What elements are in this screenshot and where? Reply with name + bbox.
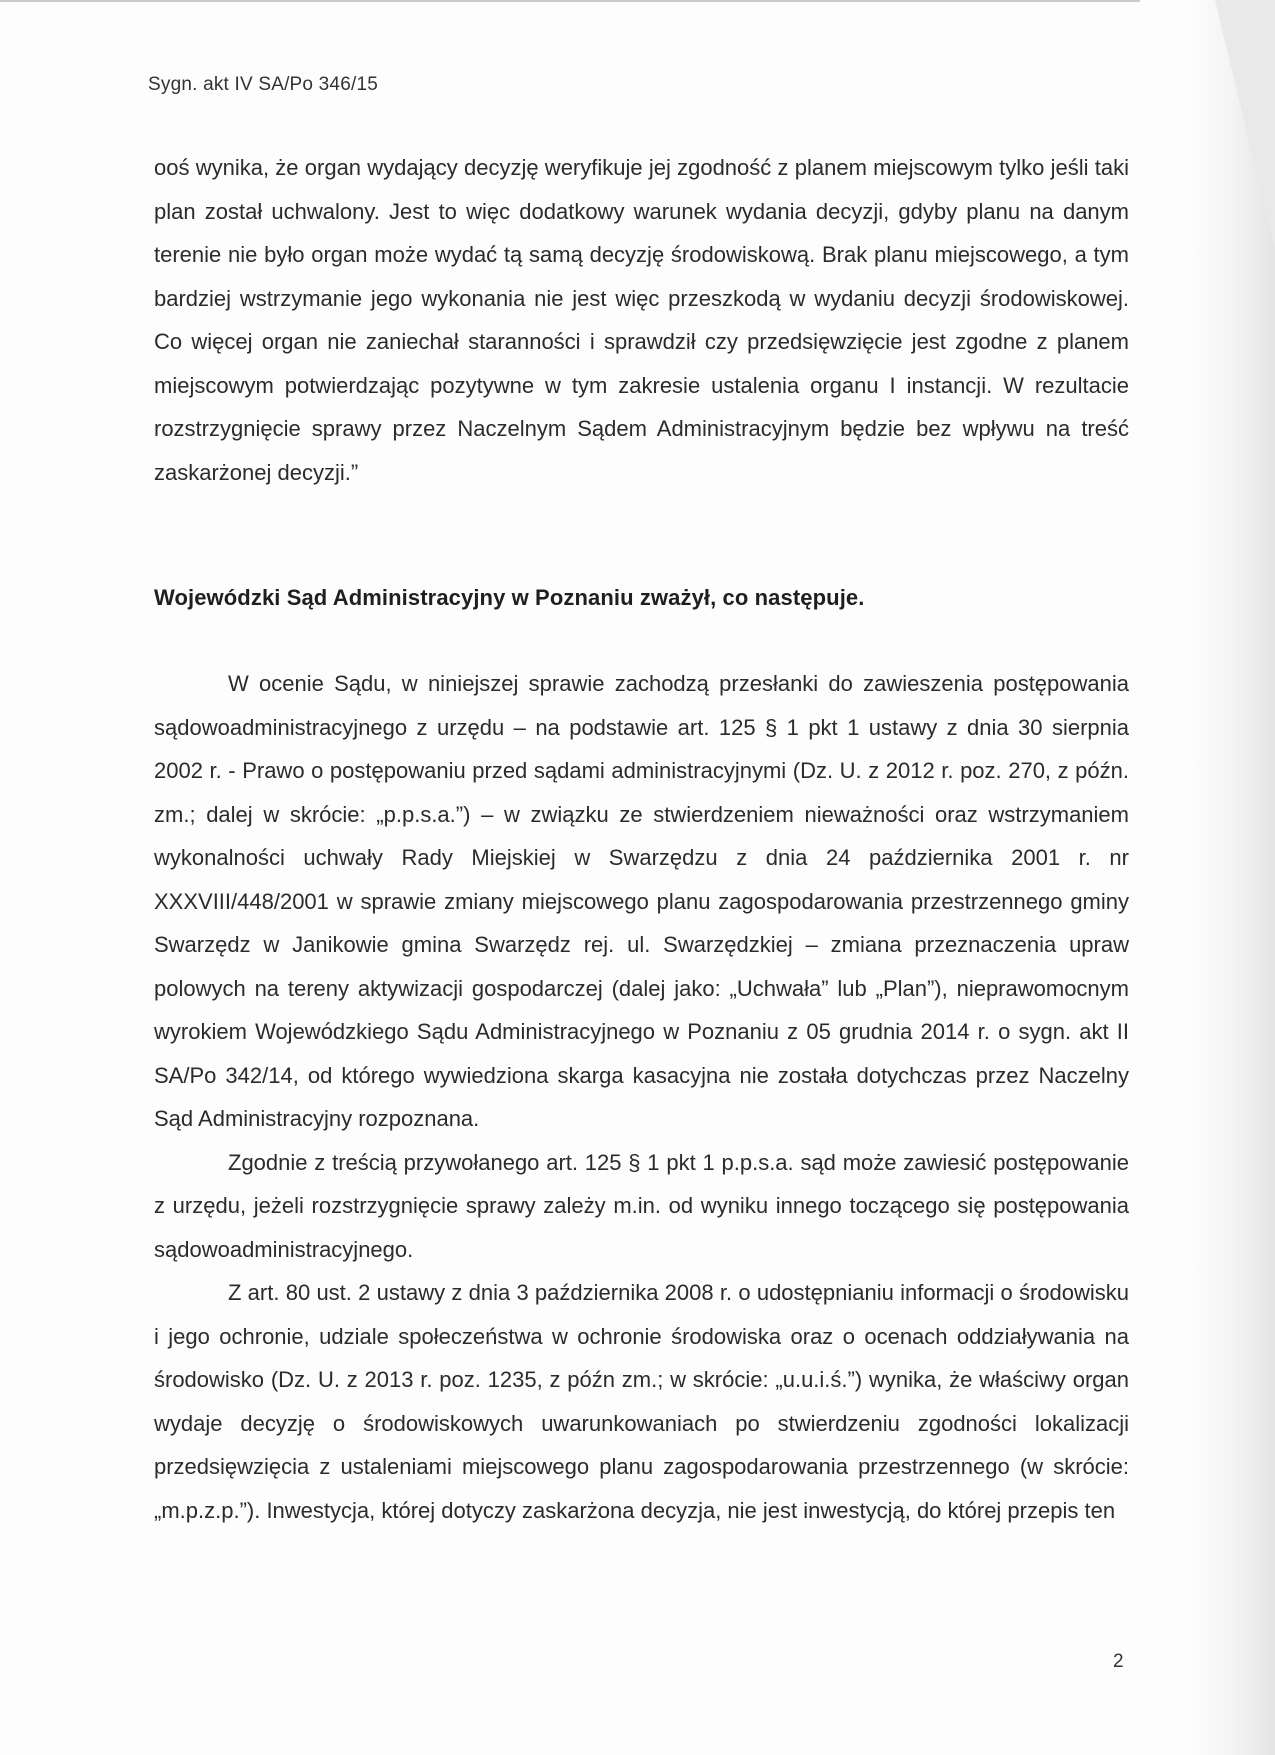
page-number: 2 xyxy=(1113,1651,1124,1672)
paragraph: ooś wynika, że organ wydający decyzję weryfikuje jej zgodność z planem miejscowym tylko jeśli taki plan został uchwalony. Jest to więc dodatkowy warunek wydania decyzji, gdyby planu na danym terenie nie było organ może wydać tą samą decyzję środowiskową. Brak planu miejscowego, a tym bardziej wstrzymanie jego wykonania nie jest więc przeszkodą w wydaniu decyzji środowiskowej. Co więcej organ nie zaniechał staranności i sprawdził czy przedsięwzięcie jest zgodne z planem miejscowym potwierdzając pozytywne w tym zakresie ustalenia organu I instancji. W rezultacie rozstrzygnięcie sprawy przez Naczelnym Sądem Administracyjnym będzie bez wpływu na treść zaskarżonej decyzji.” xyxy=(154,155,1129,485)
paragraph: Zgodnie z treścią przywołanego art. 125 § 1 pkt 1 p.p.s.a. sąd może zawiesić postępowanie z urzędu, jeżeli rozstrzygnięcie sprawy zależy m.in. od wyniku innego toczącego się postępowania sądowoadministracyjnego. xyxy=(154,1149,1129,1262)
scan-top-border xyxy=(0,0,1140,2)
paragraph: Z art. 80 ust. 2 ustawy z dnia 3 października 2008 r. o udostępnianiu informacji o środowisku i jego ochronie, udziale społeczeństwa w ochronie środowiska oraz o ocenach oddziaływania na środowisko (Dz. U. z 2013 r. poz. 1235, z późn zm.; w skrócie: „u.u.i.ś.”) wynika, że właściwy organ wydaje decyzję o środowiskowych uwarunkowaniach po stwierdzeniu zgodności lokalizacji przedsięwzięcia z ustaleniami miejscowego planu zagospodarowania przestrzennego (w skrócie: „m.p.z.p.”). Inwestycja, której dotyczy zaskarżona decyzja, nie jest inwestycją, do której przepis ten xyxy=(154,1280,1129,1523)
section-heading: Wojewódzki Sąd Administracyjny w Poznaniu zważył, co następuje. xyxy=(154,585,865,610)
quoted-argument-section xyxy=(154,146,1129,494)
paragraph: W ocenie Sądu, w niniejszej sprawie zachodzą przesłanki do zawieszenia postępowania sądowoadministracyjnego z urzędu – na podstawie art. 125 § 1 pkt 1 ustawy z dnia 30 sierpnia 2002 r. - Prawo o postępowaniu przed sądami administracyjnymi (Dz. U. z 2012 r. poz. 270, z późn. zm.; dalej w skrócie: „p.p.s.a.”) – w związku ze stwierdzeniem nieważności oraz wstrzymaniem wykonalności uchwały Rady Miejskiej w Swarzędzu z dnia 24 października 2001 r. nr XXXVIII/448/2001 w sprawie zmiany miejscowego planu zagospodarowania przestrzennego gminy Swarzędz w Janikowie gmina Swarzędz rej. ul. Swarzędzkiej – zmiana przeznaczenia upraw polowych na tereny aktywizacji gospodarczej (dalej jako: „Uchwała” lub „Plan”), nieprawomocnym wyrokiem Wojewódzkiego Sądu Administracyjnego w Poznaniu z 05 grudnia 2014 r. o sygn. akt II SA/Po 342/14, od którego wywiedziona skarga kasacyjna nie została dotychczas przez Naczelny Sąd Administracyjny rozpoznana. xyxy=(154,671,1129,1131)
scan-edge-shadow xyxy=(1185,0,1275,1755)
scan-corner-fold xyxy=(1215,0,1275,250)
case-reference: Sygn. akt IV SA/Po 346/15 xyxy=(148,74,378,95)
court-reasoning-section xyxy=(154,662,1129,1532)
